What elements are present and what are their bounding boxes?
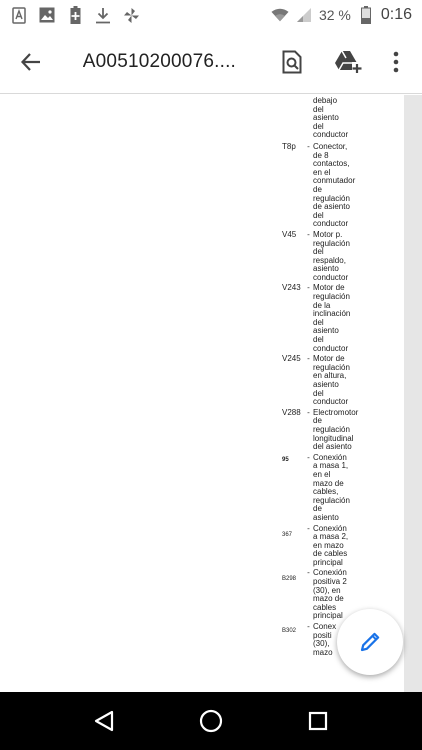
entry-code: V245 — [282, 354, 301, 364]
list-item: T8p - Conector, de 8 contactos, en el conmutador de regulación de asiento del conductor — [282, 141, 356, 229]
document-page — [282, 97, 402, 659]
more-vert-icon — [393, 51, 399, 73]
entry-code: B298 — [282, 576, 297, 583]
entry-code: B302 — [282, 628, 297, 635]
nav-recents-button[interactable] — [298, 701, 338, 741]
list-item: V243 - Motor de regulación de la inclinación del asiento del conductor — [282, 284, 402, 353]
font-download-icon — [10, 6, 28, 24]
list-item — [282, 97, 402, 140]
pinwheel-icon — [122, 6, 140, 24]
nav-recents-icon — [308, 711, 328, 731]
system-status — [271, 6, 412, 24]
entry-description: debajo del asiento del conductor — [313, 96, 349, 140]
app-bar — [0, 30, 422, 94]
battery-percent: 32 % — [318, 7, 351, 23]
list-item: B298 - Conexión positiva 2 (30), en mazo de cables principal — [282, 569, 402, 621]
entry-code: 95 — [282, 456, 289, 463]
app-bar-actions — [268, 38, 420, 86]
entry-description: Conexión a masa 1, en el mazo de cables, regulación de asiento — [313, 452, 350, 522]
list-item: V45 - Motor p. regulación del respaldo, asiento conductor — [282, 231, 402, 283]
nav-back-icon — [93, 710, 115, 732]
document-viewer[interactable] — [0, 95, 422, 692]
entry-code: V243 — [282, 283, 301, 293]
back-arrow-icon — [20, 51, 42, 73]
entry-description: Conex positi (30), mazo — [313, 622, 337, 657]
nav-home-icon — [199, 709, 223, 733]
list-item: B302 - Conex positi (30), mazo — [282, 623, 402, 657]
back-button[interactable] — [8, 38, 55, 86]
list-item: 367 - Conexión a masa 2, en mazo de cables principal — [282, 525, 402, 568]
image-icon — [38, 6, 56, 24]
list-item: V288 - Electromotor de regulación longitudinal del asiento — [282, 407, 359, 452]
entry-code: T8p — [282, 141, 296, 151]
entry-description: Motor de regulación de la inclinación del asiento del conductor — [313, 283, 351, 353]
download-icon — [94, 6, 112, 24]
nav-back-button[interactable] — [84, 701, 124, 741]
edit-button[interactable] — [337, 609, 403, 675]
nav-home-button[interactable] — [191, 701, 231, 741]
entry-description: Conexión positiva 2 (30), en mazo de cables principal — [313, 568, 347, 621]
battery-saver-icon — [66, 6, 84, 24]
entry-description: Conector, de 8 contactos, en el conmutador de regulación de asiento del conductor — [313, 141, 356, 229]
signal-icon — [295, 6, 313, 24]
add-to-drive-icon — [334, 50, 362, 74]
list-item: 95 - Conexión a masa 1, en el mazo de cables, regulación de asiento — [282, 454, 402, 523]
entry-code: V45 — [282, 229, 297, 239]
more-options-button[interactable] — [372, 38, 420, 86]
clock: 0:16 — [380, 6, 412, 23]
entry-code: 367 — [282, 531, 293, 538]
add-to-drive-button[interactable] — [324, 38, 372, 86]
status-bar — [0, 0, 422, 30]
entry-description: Motor de regulación en altura, asiento del conductor — [313, 354, 350, 407]
list-item: V245 - Motor de regulación en altura, asiento del conductor — [282, 355, 402, 407]
entry-description: Electromotor de regulación longitudinal del asiento — [313, 407, 359, 452]
edit-pencil-icon — [359, 631, 381, 653]
scrollbar[interactable] — [404, 95, 422, 692]
battery-icon — [357, 6, 375, 24]
entry-code: V288 — [282, 407, 301, 417]
entry-description: Conexión a masa 2, en mazo de cables principal — [313, 523, 349, 567]
find-in-page-icon — [282, 50, 302, 74]
entry-description: Motor p. regulación del respaldo, asiento conductor — [313, 229, 350, 282]
system-nav-bar — [0, 692, 422, 750]
notification-icons — [10, 6, 140, 24]
find-in-page-button[interactable] — [268, 38, 316, 86]
wifi-icon — [271, 6, 289, 24]
document-title: A00510200076.... — [82, 50, 237, 72]
